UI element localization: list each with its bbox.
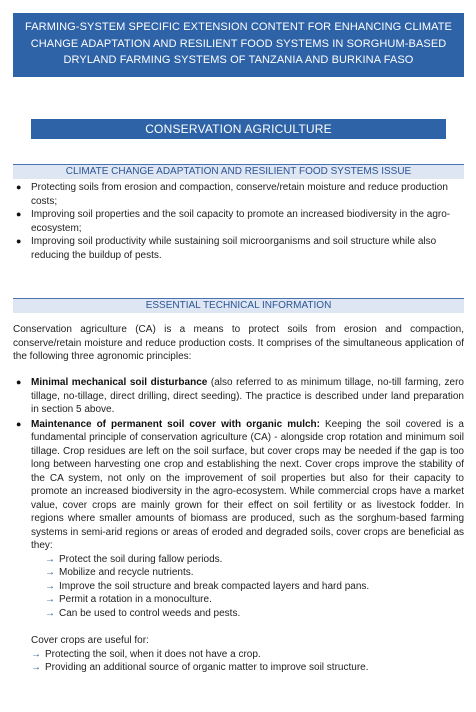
benefit-item [45, 593, 464, 607]
cover-crop-benefits-list [45, 553, 464, 621]
issue-bullet-item [13, 181, 464, 208]
principle-title: Maintenance of permanent soil cover with organic mulch: [31, 418, 320, 430]
use-text: Providing an additional source of organic matter to improve soil structure. [45, 662, 369, 673]
principle-item [13, 376, 464, 417]
arrow-right-icon: → [31, 662, 41, 673]
technical-heading: ESSENTIAL TECHNICAL INFORMATION [13, 298, 464, 313]
arrow-right-icon: → [45, 607, 55, 619]
use-text: Protecting the soil, when it does not have a crop. [45, 648, 261, 660]
principle-title: Minimal mechanical soil disturbance [31, 377, 208, 388]
arrow-right-icon: → [45, 594, 55, 605]
title-line-2: CHANGE ADAPTATION AND RESILIENT FOOD SYSTEMS IN SORGHUM-BASED [30, 37, 447, 50]
bullet-icon: ● [16, 236, 22, 246]
issue-bullet-item [13, 235, 464, 262]
benefit-item [45, 553, 464, 567]
benefit-text: Permit a rotation in a monoculture. [59, 594, 212, 605]
benefit-item [45, 580, 464, 594]
document-title-banner [13, 13, 464, 77]
arrow-right-icon: → [45, 553, 55, 565]
benefit-text: Improve the soil structure and break compacted layers and hard pans. [59, 580, 370, 592]
arrow-right-icon: → [45, 580, 55, 592]
cover-crops-label: Cover crops are useful for: [31, 635, 149, 646]
issue-bullet-text: Improving soil properties and the soil capacity to promote an increased biodiversity in the agro-ecosystem; [31, 209, 451, 234]
principle-text: Keeping the soil covered is a fundamental principle of conservation agriculture (CA) - alongside crop rotation and minimum soil tillage. Crop residues are left on the soil surface, but cover crops may be needed if the gap is too long between harvesting one crop and establishing the next. Cover crops improve the stability of the CA system, not only on the improvement of soil properties but also for their capacity to promote an increased biodiversity in the agro-ecosystem. While commercial crops have a market value, cover crops are mainly grown for their effect on soil fertility or as livestock fodder. In regions where smaller amounts of biomass are produced, such as the sorghum-based farming systems in semi-arid regions or areas of eroded and degraded soils, cover crops are beneficial as they: [31, 418, 464, 551]
benefit-item [45, 566, 464, 580]
principle-text: (also referred to as minimum tillage, no-till farming, zero tillage, no-tillage, direct drilling, direct seeding). The practice is described under land preparation in section 5 above. [31, 377, 464, 415]
issue-bullet-list [13, 181, 464, 262]
use-item [31, 648, 464, 662]
principles-list [13, 376, 464, 675]
bullet-icon: ● [16, 209, 22, 219]
section-title: CONSERVATION AGRICULTURE [31, 119, 446, 139]
use-item [31, 661, 464, 675]
issue-bullet-text: Improving soil productivity while sustaining soil microorganisms and soil structure while also reducing the buildup of pests. [31, 236, 437, 261]
benefit-text: Protect the soil during fallow periods. [59, 553, 223, 565]
technical-intro: Conservation agriculture (CA) is a means to protect soils from erosion and compaction, conserve/retain moisture and reduce production costs. It comprises of the simultaneous application of the following three agronomic principles: [13, 324, 464, 362]
arrow-right-icon: → [31, 648, 41, 660]
benefit-text: Can be used to control weeds and pests. [59, 607, 241, 619]
bullet-icon: ● [16, 377, 22, 387]
bullet-icon: ● [16, 182, 22, 192]
title-line-3: DRYLAND FARMING SYSTEMS OF TANZANIA AND BURKINA FASO [63, 54, 414, 66]
arrow-right-icon: → [45, 567, 55, 578]
benefit-item [45, 607, 464, 621]
issue-bullet-item [13, 208, 464, 235]
principle-item [13, 418, 464, 675]
issue-heading: CLIMATE CHANGE ADAPTATION AND RESILIENT FOOD SYSTEMS ISSUE [13, 164, 464, 179]
title-line-1: FARMING-SYSTEM SPECIFIC EXTENSION CONTENT FOR ENHANCING CLIMATE [25, 21, 452, 33]
bullet-icon: ● [16, 418, 22, 429]
cover-crops-uses-list [31, 648, 464, 675]
benefit-text: Mobilize and recycle nutrients. [59, 567, 194, 578]
issue-bullet-text: Protecting soils from erosion and compaction, conserve/retain moisture and reduce production costs; [31, 182, 448, 207]
